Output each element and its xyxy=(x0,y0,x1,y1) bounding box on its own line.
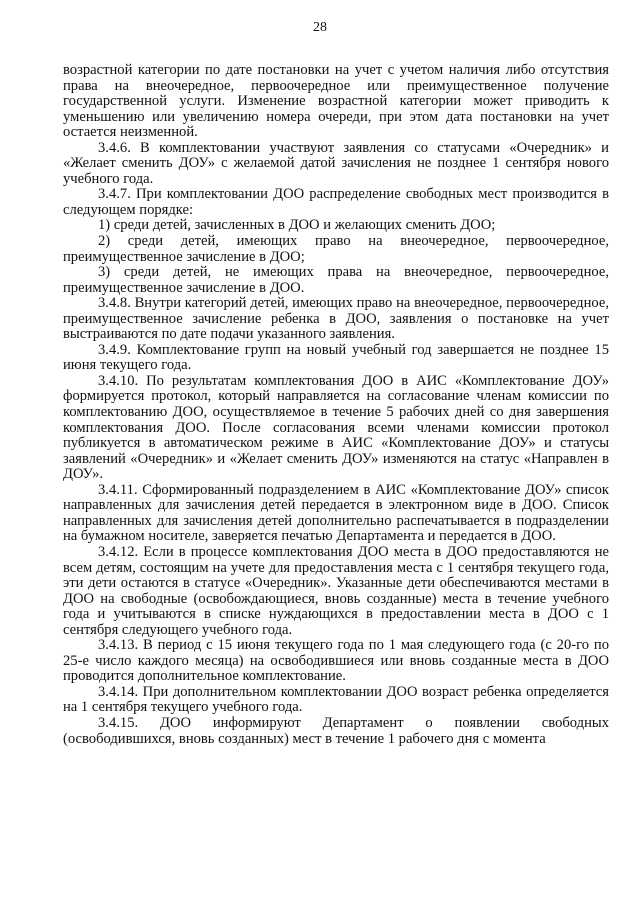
paragraph-3-4-12: 3.4.12. Если в процессе комплектования ДОО места в ДОО предоставляются не всем детям, состоящим на учете для предоставления места с 1 сентября текущего года, эти дети остаются в статусе «Очередник». Указанные дети обеспечиваются местами в ДОО на свободные (освобождающиеся, вновь созданные) места в течение учебного года и учитываются в списке нуждающихся в предоставлении места в ДОО с 1 сентября следующего учебного года. xyxy=(63,543,609,638)
list-item-2: 2) среди детей, имеющих право на внеочередное, первоочередное, преимущественное зачисление в ДОО; xyxy=(63,233,609,265)
paragraph-3-4-11: 3.4.11. Сформированный подразделением в АИС «Комплектование ДОУ» список направленных для зачисления детей передается в электронном виде в ДОО. Список направленных для зачисления детей дополнительно распечатывается в подразделении на бумажном носителе, заверяется печатью Департамента и передается в ДОО. xyxy=(63,481,609,545)
document-body xyxy=(63,63,609,747)
paragraph-3-4-13: 3.4.13. В период с 15 июня текущего года по 1 мая следующего года (с 20-го по 25-е число каждого месяца) на освободившиеся или вновь созданные места в ДОО проводится дополнительное комплектование. xyxy=(63,637,609,685)
paragraph-continuation: возрастной категории по дате постановки на учет с учетом наличия либо отсутствия права на внеочередное, первоочередное или преимущественное получение государственной услуги. Изменение возрастной категории может приводить к уменьшению или увеличению номера очереди, при этом дата постановки на учет остается неизменной. xyxy=(63,62,609,141)
list-item-3: 3) среди детей, не имеющих права на внеочередное, первоочередное, преимущественное зачисление в ДОО. xyxy=(63,264,609,296)
paragraph-3-4-9: 3.4.9. Комплектование групп на новый учебный год завершается не позднее 15 июня текущего года. xyxy=(63,341,609,374)
paragraph-3-4-15: 3.4.15. ДОО информируют Департамент о появлении свободных (освободившихся, вновь созданных) мест в течение 1 рабочего дня с момента xyxy=(63,714,609,747)
paragraph-3-4-8: 3.4.8. Внутри категорий детей, имеющих право на внеочередное, первоочередное, преимущественное зачисление ребенка в ДОО, заявления о постановке на учет выстраиваются по дате подачи указанного заявления. xyxy=(63,295,609,343)
list-item-1: 1) среди детей, зачисленных в ДОО и желающих сменить ДОО; xyxy=(98,217,496,234)
paragraph-3-4-10: 3.4.10. По результатам комплектования ДОО в АИС «Комплектование ДОУ» формируется протокол, который направляется на согласование членам комиссии по комплектованию ДОО, осуществляемое в течение 5 рабочих дней со дня завершения комплектования ДОО. После согласования всеми членами комиссии протокол публикуется в автоматическом режиме в АИС «Комплектование ДОУ» и статусы заявлений «Очередник» и «Желает сменить ДОУ» изменяются на статус «Направлен в ДОУ». xyxy=(63,372,609,483)
paragraph-3-4-6: 3.4.6. В комплектовании участвуют заявления со статусами «Очередник» и «Желает сменить ДОУ» с желаемой датой зачисления не позднее 1 сентября нового учебного года. xyxy=(63,139,609,187)
paragraph-3-4-7: 3.4.7. При комплектовании ДОО распределение свободных мест производится в следующем порядке: xyxy=(63,186,609,218)
page-number: 28 xyxy=(313,20,327,35)
paragraph-3-4-14: 3.4.14. При дополнительном комплектовании ДОО возраст ребенка определяется на 1 сентября текущего учебного года. xyxy=(63,683,609,716)
